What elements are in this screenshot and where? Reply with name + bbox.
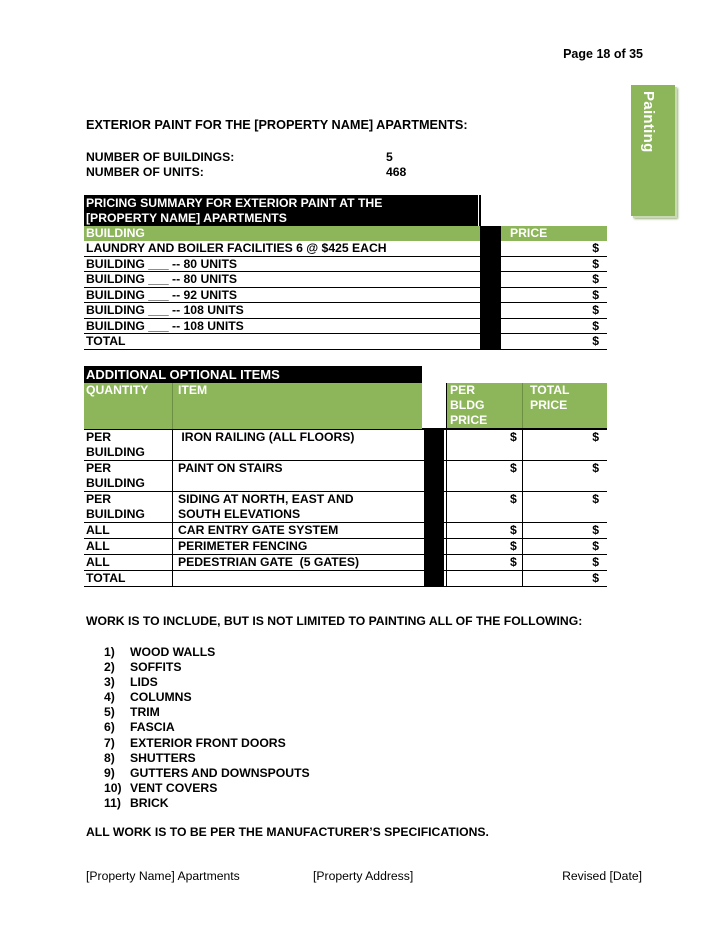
work-item-number: 5) (104, 705, 115, 720)
optional-row-per-bldg-price[interactable]: $ (510, 461, 517, 475)
optional-row-item: CAR ENTRY GATE SYSTEM (178, 523, 339, 537)
optional-row-per-bldg-price[interactable]: $ (510, 555, 517, 569)
footer-revised-date: Revised [Date] (562, 869, 642, 883)
work-item-number: 11) (104, 795, 121, 810)
optional-row-quantity: ALL (86, 539, 110, 553)
work-scope-item (104, 675, 310, 690)
optional-item-row (84, 523, 607, 539)
work-item-text: SHUTTERS (130, 750, 196, 765)
column-quantity: QUANTITY (86, 383, 149, 397)
page-number: Page 18 of 35 (563, 47, 643, 61)
pricing-row-price[interactable]: $ (592, 272, 599, 286)
buildings-label: NUMBER OF BUILDINGS: (86, 150, 235, 164)
pricing-row (84, 288, 607, 304)
work-item-number: 4) (104, 690, 115, 705)
optional-row-quantity: TOTAL (86, 571, 126, 585)
work-scope-item (104, 781, 310, 796)
work-item-text: FASCIA (130, 720, 175, 735)
work-item-number: 3) (104, 675, 115, 690)
work-item-number: 9) (104, 765, 115, 780)
units-value: 468 (386, 165, 407, 179)
pricing-row-label: BUILDING ___ -- 80 UNITS (86, 256, 238, 271)
pricing-row-price[interactable]: $ (592, 256, 599, 271)
pricing-column-header-row (84, 226, 607, 241)
optional-item-row (84, 539, 607, 555)
section-tab-painting[interactable] (631, 85, 675, 216)
work-item-text: BRICK (130, 795, 169, 810)
work-scope-item (104, 690, 310, 705)
optional-row-total-price[interactable]: $ (592, 430, 599, 444)
pricing-header-line2: [PROPERTY NAME] APARTMENTS (86, 211, 287, 225)
optional-item-row (84, 461, 607, 492)
page-title: EXTERIOR PAINT FOR THE [PROPERTY NAME] APARTMENTS: (86, 118, 468, 132)
optional-item-row (84, 555, 607, 571)
optional-row-item: PERIMETER FENCING (178, 539, 308, 553)
optional-row-total-price[interactable]: $ (592, 492, 599, 506)
optional-row-quantity: PER BUILDING (86, 461, 145, 490)
footer-property-address: [Property Address] (313, 869, 414, 883)
pricing-row-price[interactable]: $ (592, 318, 599, 333)
optional-item-row (84, 571, 607, 587)
optional-row-quantity: ALL (86, 555, 110, 569)
optional-row-item: IRON RAILING (ALL FLOORS) (178, 430, 355, 444)
pricing-row (84, 257, 607, 273)
pricing-header-line1: PRICING SUMMARY FOR EXTERIOR PAINT AT THE (86, 196, 383, 210)
work-scope-item (104, 751, 310, 766)
pricing-row-label: TOTAL (86, 334, 126, 348)
footer-property-name: [Property Name] Apartments (86, 869, 240, 883)
pricing-row-label: BUILDING ___ -- 108 UNITS (86, 318, 244, 333)
work-item-text: COLUMNS (130, 690, 192, 705)
optional-items-table (84, 366, 607, 587)
pricing-row (84, 303, 607, 319)
work-scope-item (104, 796, 310, 811)
column-per-bldg-price: PER BLDG PRICE (450, 383, 488, 427)
work-scope-item (104, 766, 310, 781)
work-scope-item (104, 660, 310, 675)
optional-row-per-bldg-price[interactable]: $ (510, 430, 517, 444)
pricing-row (84, 334, 607, 350)
pricing-row-label: BUILDING ___ -- 92 UNITS (86, 287, 238, 302)
specifications-note: ALL WORK IS TO BE PER THE MANUFACTURER’S SPECIFICATIONS. (86, 825, 489, 839)
pricing-row-price[interactable]: $ (592, 241, 599, 255)
pricing-row-label: BUILDING ___ -- 80 UNITS (86, 272, 238, 286)
work-item-number: 2) (104, 660, 115, 675)
work-item-text: LIDS (130, 675, 158, 690)
work-item-number: 10) (104, 780, 122, 795)
pricing-row-price[interactable]: $ (592, 287, 599, 302)
optional-item-row (84, 430, 607, 461)
work-item-text: WOOD WALLS (130, 645, 216, 659)
work-scope-item (104, 720, 310, 735)
work-scope-item (104, 736, 310, 751)
section-tab-label: Painting (640, 91, 657, 153)
column-item: ITEM (178, 383, 208, 397)
optional-row-quantity: PER BUILDING (86, 492, 145, 521)
work-item-number: 8) (104, 750, 115, 765)
optional-column-header-row (84, 383, 607, 429)
work-item-text: TRIM (130, 705, 160, 720)
optional-item-row (84, 492, 607, 523)
pricing-row-price[interactable]: $ (592, 334, 599, 348)
optional-row-item: SIDING AT NORTH, EAST AND SOUTH ELEVATIONS (178, 492, 354, 521)
optional-row-total-price[interactable]: $ (592, 571, 599, 585)
pricing-table-header (84, 195, 478, 226)
work-scope-item (104, 705, 310, 720)
optional-row-total-price[interactable]: $ (592, 461, 599, 475)
column-building: BUILDING (86, 226, 145, 240)
pricing-row (84, 319, 607, 335)
work-item-number: 7) (104, 735, 115, 750)
optional-row-per-bldg-price[interactable]: $ (510, 523, 517, 537)
optional-items-header: ADDITIONAL OPTIONAL ITEMS (84, 366, 422, 383)
column-total-price: TOTAL PRICE (530, 383, 570, 412)
optional-row-total-price[interactable]: $ (592, 555, 599, 569)
optional-row-per-bldg-price[interactable]: $ (510, 539, 517, 553)
work-item-text: EXTERIOR FRONT DOORS (130, 735, 286, 750)
pricing-row-label: LAUNDRY AND BOILER FACILITIES 6 @ $425 EACH (86, 241, 387, 255)
pricing-row (84, 241, 607, 257)
work-item-number: 1) (104, 645, 115, 659)
optional-row-total-price[interactable]: $ (592, 523, 599, 537)
pricing-row-label: BUILDING ___ -- 108 UNITS (86, 303, 244, 317)
work-scope-item (104, 645, 310, 660)
work-item-number: 6) (104, 720, 115, 735)
column-price: PRICE (510, 226, 548, 240)
work-scope-heading: WORK IS TO INCLUDE, BUT IS NOT LIMITED TO PAINTING ALL OF THE FOLLOWING: (86, 614, 583, 628)
work-item-text: SOFFITS (130, 660, 182, 675)
optional-row-total-price[interactable]: $ (592, 539, 599, 553)
buildings-value: 5 (386, 150, 393, 164)
pricing-summary-table (84, 195, 607, 350)
work-item-text: VENT COVERS (130, 780, 218, 795)
optional-row-per-bldg-price[interactable]: $ (510, 492, 517, 506)
units-label: NUMBER OF UNITS: (86, 165, 204, 179)
pricing-row (84, 272, 607, 288)
pricing-row-price[interactable]: $ (592, 303, 599, 317)
work-item-text: GUTTERS AND DOWNSPOUTS (130, 765, 310, 780)
optional-row-quantity: ALL (86, 523, 110, 537)
optional-row-quantity: PER BUILDING (86, 430, 145, 459)
optional-row-item: PEDESTRIAN GATE (5 GATES) (178, 555, 360, 569)
optional-row-item: PAINT ON STAIRS (178, 461, 283, 475)
work-scope-list (104, 645, 310, 811)
